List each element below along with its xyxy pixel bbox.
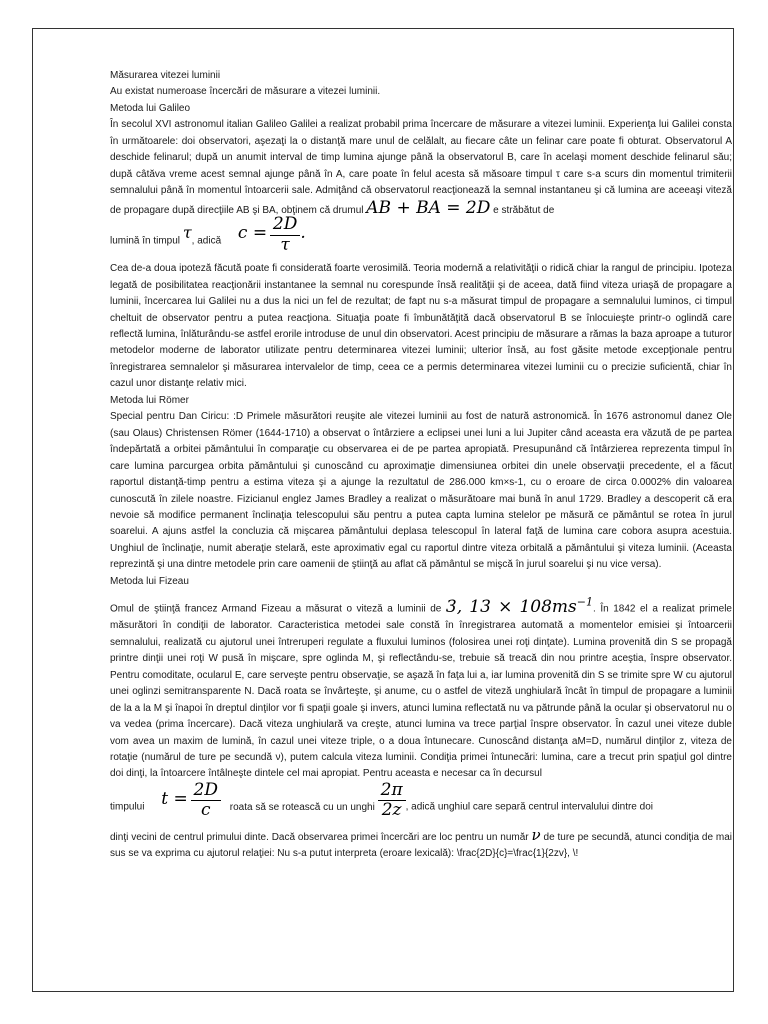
tau-symbol: τ xyxy=(182,222,192,242)
nu-symbol: ν xyxy=(531,825,541,844)
equation-path: AB + BA = 2D xyxy=(366,197,491,218)
equation-angle-denominator: 2z xyxy=(381,800,402,821)
adica-text: , adică xyxy=(191,235,222,247)
equation-c-lhs: c = xyxy=(237,222,268,243)
fizeau-end-text-2: de ture pe secundă, atunci condiţia de mai sus se va exprima cu ajutorul relaţiei: Nu s-a putut interpreta (eroare lexicală): \frac{2D}{c}=\frac{1}{2zv}, \! xyxy=(110,831,733,860)
equation-c-denominator: τ xyxy=(280,234,290,255)
equation-c-fraction xyxy=(270,215,300,255)
galileo-paragraph-1 xyxy=(110,117,732,219)
equation-t-numerator: 2D xyxy=(191,781,221,802)
galileo-tail: e străbătut de xyxy=(493,204,555,216)
document-page xyxy=(32,28,734,992)
equation-speed-exponent: −1 xyxy=(576,595,593,609)
fizeau-paragraph-1 xyxy=(110,594,732,783)
section-heading-fizeau: Metoda lui Fizeau xyxy=(110,575,189,587)
fizeau-end-text: dinţi vecini de centrul primului dinte. Dacă observarea primei încercări are loc pentru un număr xyxy=(110,831,529,843)
galileo-text: În secolul XVI astronomul italian Galileo Galilei a realizat probabil prima încercare de măsurare a vitezei luminii. Experienţa lui Galilei consta în următoarele: doi observatori, aşezaţi la o distanţă mare unul de celălalt, au fiecare câte un felinar care poate fi obturat. Observatorul A deschide felinarul; după un anumit interval de timp lumina ajunge până la observatorul B, care în acelaşi moment deschide felinarul său; după câtăva vreme acest semnal ajunge până în A, care poate în felul acesta să măsoare timpul τ care s-a scurs din momentul trimiterii semnalului până în momentul întoarcerii sale. Admiţând că observatorul reacţionează la semnal instantaneu şi că lumina are aceeaşi viteză de propagare după direcţiile AB şi BA, obţinem că drumul xyxy=(110,119,732,216)
angle-tail: , adică unghiul care separă centrul intervalului dintre doi xyxy=(405,801,653,813)
fizeau-text-start: Omul de ştiinţă francez Armand Fizeau a măsurat o viteză a luminii de xyxy=(110,603,442,615)
equation-t-lhs: t = xyxy=(161,788,188,809)
equation-angle-numerator: 2π xyxy=(378,781,406,802)
galileo-tail2: lumină în timpul xyxy=(110,235,181,247)
galileo-paragraph-2: Cea de-a doua ipoteză făcută poate fi considerată foarte verosimilă. Teoria modernă a relativităţii o ridică chiar la rangul de principiu. Ipoteza legată de posibilitatea reacţionării instantanee la semnal nu corespunde însă realităţii şi de aceea, dată fiind viteza uriaşă de propagare a luminii, încercarea lui Galilei nu a dus la nici un fel de rezultat; de fapt nu s-a măsurat timpul de propagare a semnalului luminos, ci timpul cheltuit de observator pentru a putea reacţiona. Situaţia poate fi îmbunătăţită dacă observatorul B se înlocuieşte printr-o oglindă care reflectă lumina, înlăturându-se astfel erorile introduse de unul din observatori. Acest principiu de măsurare a rămas la baza aproape a tuturor metodelor moderne de laborator utilizate pentru determinarea vitezei luminii; ulterior însă, au fost găsite metode excepţionale pentru înregistrarea semnalelor şi măsurarea intervalelor de timp, ceea ce a permis determinarea vitezei luminii cu o precizie suficientă, chiar în cazul unor distanţe relativ mici. xyxy=(110,263,733,390)
intro-text: Au existat numeroase încercări de măsurare a vitezei luminii. xyxy=(110,86,381,98)
equation-speed xyxy=(446,597,593,617)
document-content xyxy=(110,68,732,863)
equation-c-end: . xyxy=(300,222,306,243)
equation-speed-base: 3, 13 × 108ms xyxy=(445,596,577,617)
equation-c-numerator: 2D xyxy=(270,215,300,236)
equation-angle-fraction xyxy=(378,781,406,821)
fizeau-text-rest: . În 1842 el a realizat primele măsurători în condiţii de laborator. Caracteristica metodei sale constă în înregistrarea automată a momentelor emisiei şi întoarcerii semnalului, realizată cu ajutorul unei întreruperi regulate a fluxului luminos (folosirea unei roţi dinţate). Lumina provenită din S se propagă printre dinţii unei roţi W pusă în mişcare, spre oglinda M, şi reflectându-se, trebuie să treacă din nou printre aceştia, înspre observator. Pentru comoditate, ocularul E, care serveşte pentru observaţie, se aşază în faţa lui a, iar lumina provenită din S se trimite spre W cu ajutorul unei oglinzi semitransparente N. Dacă roata se învârteşte, şi anume, cu o astfel de viteză unghiulară încât în timpul de propagare a luminii de la a la M şi înapoi în dreptul dinţilor vor fi spaţii goale şi invers, atunci lumina reflectată nu va pătrunde până la ocular şi observatorul nu o va vedea (prima încercare). Dacă viteza unghiulară va creşte, atunci lumina va trece parţial înspre observator. În cazul unei viteze duble vom avea un maxim de lumină, în cazul unei viteze triple, o a doua întunecare. Cunoscând distanţa aM=D, numărul dinţilor z, viteza de rotaţie (numărul de ture pe secundă ν), putem calcula viteza luminii. Condiţia primei întunecări: lumina, care a trecut prin spaţiul gol dintre doi dinţi, la întoarcere întâlneşte dintele cel mai apropiat. Pentru aceasta e necesar ca în decursul xyxy=(110,603,732,780)
galileo-equation-line xyxy=(110,214,732,261)
romer-paragraph: Special pentru Dan Ciricu: :D Primele măsurători reuşite ale vitezei luminii au fost de natură astronomică. În 1676 astronomul danez Ole (sau Olaus) Christensen Römer (1644-1710) a observat o întârziere a eclipsei unei luni a lui Jupiter când aceasta era văzută de pe partea îndepărtată a orbitei pământului în comparaţie cu observarea ei de pe partea apropiată. Presupunând că întârzierea reprezenta timpul în care lumina parcurgea orbita pământului şi cunoscând cu aproximaţie dimensiunea orbitei din unele observaţii precedente, el a făcut raportul distanţă-timp pentru a estima viteza şi a ajunge la rezultatul de 286.000 km×s-1, cu o eroare de circa 0.0002% din valoarea cunoscută în zilele noastre. Fizicianul englez James Bradley a realizat o măsurătoare mai bună în anul 1729. Bradley a descoperit că era nevoie să modifice permanent înclinaţia telescopului său pentru a putea capta lumina stelelor pe măsură ce pământul se rotea în jurul soarelui. A ajuns astfel la concluzia că mişcarea pământului deplasa telescopul în lateral faţă de lumina care cobora asupra acestuia. Unghiul de înclinaţie, numit aberaţie stelară, este aproximativ egal cu raportul dintre viteza orbitală a pământului şi viteza luminii. (Aceasta reprezintă şi una dintre metodele prin care oamenii de ştiinţă au aflat că pământul se mişcă în jurul soarelui şi nu vice versa). xyxy=(110,411,732,571)
fizeau-paragraph-end xyxy=(110,827,732,863)
document-title: Măsurarea vitezei luminii xyxy=(110,70,221,81)
section-heading-galileo: Metoda lui Galileo xyxy=(110,102,191,114)
equation-t-denominator: c xyxy=(200,800,211,821)
roata-text: roata să se rotească cu un unghi xyxy=(229,801,375,813)
timpului-text: timpului xyxy=(110,801,145,813)
equation-t-fraction xyxy=(191,781,221,821)
fizeau-equation-line xyxy=(110,779,732,827)
section-heading-romer: Metoda lui Römer xyxy=(110,394,189,406)
